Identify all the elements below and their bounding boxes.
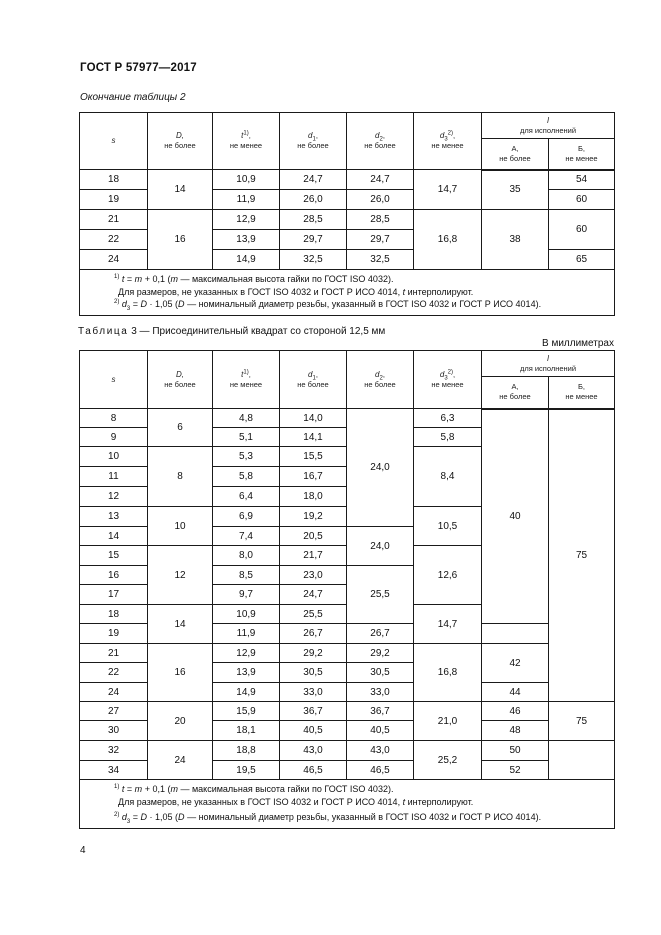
table-cell: 13,9 [213, 663, 280, 683]
header-D: D, не более [148, 351, 213, 409]
table-cell: 12 [148, 546, 213, 605]
table-cell: 36,7 [347, 702, 414, 721]
table-cell: 12 [80, 487, 148, 507]
header-D: D, не более [148, 113, 213, 170]
table-3 [79, 350, 615, 829]
table-cell: 5,8 [414, 428, 482, 447]
header-t: $t^{1)}$, не менее [213, 113, 280, 170]
document-title: ГОСТ Р 57977—2017 [80, 62, 197, 74]
table-cell: 60 [549, 210, 615, 250]
table-cell: 5,8 [213, 467, 280, 487]
table-cell: 16,7 [280, 467, 347, 487]
header-l: l для исполнений [482, 113, 615, 139]
table-cell: 14,9 [213, 250, 280, 270]
table-cell: 24 [80, 683, 148, 702]
table-cell: 25,5 [347, 566, 414, 624]
table-cell: 24 [80, 250, 148, 270]
table-cell: 26,0 [347, 190, 414, 210]
table-cell: 19 [80, 624, 148, 644]
table-cell: 30 [80, 721, 148, 741]
table-cell: 75 [549, 702, 615, 741]
table-cell: 10,5 [414, 507, 482, 546]
table-cell: 29,7 [347, 230, 414, 250]
header-d1: $d_1$, не более [280, 113, 347, 170]
table-cell: 15 [80, 546, 148, 566]
table-cell: 12,9 [213, 210, 280, 230]
table-cell: 24,7 [280, 170, 347, 190]
table-cell: 32 [80, 741, 148, 761]
table-cell: 52 [482, 761, 549, 780]
header-A: А, не более [482, 377, 549, 409]
table-cell: 42 [482, 644, 549, 683]
table-cell: 15,5 [280, 447, 347, 467]
table-cell: 14,9 [213, 683, 280, 702]
table-cell: 10 [80, 447, 148, 467]
table-cell: 18,1 [213, 721, 280, 741]
header-t: $t^{1)}$, не менее [213, 351, 280, 409]
table-cell: 6 [148, 409, 213, 447]
table-cell: 24,0 [347, 409, 414, 527]
table-cell: 35 [482, 170, 549, 210]
table-cell: 20 [148, 702, 213, 741]
table-cell: 29,2 [347, 644, 414, 663]
table-cell: 33,0 [280, 683, 347, 702]
table-cell: 38 [482, 210, 549, 270]
table-cell: 14 [80, 527, 148, 546]
table-cell: 5,3 [213, 447, 280, 467]
table-cell [549, 741, 615, 780]
table-cell: 26,7 [347, 624, 414, 644]
footnote-1: $^{1)}$ t = m + 0,1 (m — максимальная высота гайки по ГОСТ ISO 4032). [114, 784, 394, 794]
table-cell: 24,0 [347, 527, 414, 566]
table-cell: 17 [80, 585, 148, 605]
table-cell: 19,5 [213, 761, 280, 780]
table-cell: 46,5 [280, 761, 347, 780]
header-d2: $d_2$, не более [347, 351, 414, 409]
table-cell: 50 [482, 741, 549, 761]
table-cell: 7,4 [213, 527, 280, 546]
table-cell: 8,0 [213, 546, 280, 566]
table-cell: 75 [549, 409, 615, 702]
table-2 [79, 112, 615, 316]
header-B: Б, не менее [549, 139, 615, 170]
table-cell: 23,0 [280, 566, 347, 585]
table-cell: 16,8 [414, 210, 482, 270]
footnote-2: $^{2)}$ $d_3 = D \cdot 1,05$ (D — номинальный диаметр резьбы, указанный в ГОСТ ISO 4032 и ГОСТ Р ИСО 4014). [114, 812, 542, 825]
table-cell: 10,9 [213, 170, 280, 190]
table-cell: 14 [148, 605, 213, 644]
table-cell: 11,9 [213, 190, 280, 210]
header-B: Б, не менее [549, 377, 615, 409]
table-cell: 54 [549, 170, 615, 190]
table-cell: 14,1 [280, 428, 347, 447]
table-cell: 32,5 [347, 250, 414, 270]
table-cell: 14,0 [280, 409, 347, 428]
table-cell: 16 [80, 566, 148, 585]
table-cell: 14,7 [414, 170, 482, 210]
table-cell: 40,5 [347, 721, 414, 741]
table-cell: 22 [80, 663, 148, 683]
table-3-caption: Таблица 3 — Присоединительный квадрат со стороной 12,5 мм [78, 326, 386, 337]
table-cell: 40 [482, 409, 549, 624]
footnote-1-line-2: Для размеров, не указанных в ГОСТ ISO 4032 и ГОСТ Р ИСО 4014, t интерполируют. [118, 796, 474, 807]
footnote-2: $^{2)}$ $d_3 = D \cdot 1,05$ (D — номинальный диаметр резьбы, указанный в ГОСТ ISO 4032 и ГОСТ Р ИСО 4014). [114, 299, 542, 312]
table-cell: 44 [482, 683, 549, 702]
header-d3: $d_3^{2)}$, не менее [414, 113, 482, 170]
table-cell: 65 [549, 250, 615, 270]
table-cell: 20,5 [280, 527, 347, 546]
header-d3: $d_3^{2)}$, не менее [414, 351, 482, 409]
table-cell: 26,7 [280, 624, 347, 644]
table-cell: 9,7 [213, 585, 280, 605]
header-A: А, не более [482, 139, 549, 170]
table-cell: 18,0 [280, 487, 347, 507]
table-cell: 21 [80, 644, 148, 663]
footnote-1: $^{1)}$ t = m + 0,1 (m — максимальная высота гайки по ГОСТ ISO 4032). [114, 274, 394, 284]
table-cell: 43,0 [347, 741, 414, 761]
table-cell: 46 [482, 702, 549, 721]
header-d1: $d_1$, не более [280, 351, 347, 409]
table-cell: 46,5 [347, 761, 414, 780]
header-l: l для исполнений [482, 351, 615, 377]
table-cell: 43,0 [280, 741, 347, 761]
units-label: В миллиметрах [542, 338, 614, 349]
table-cell: 18 [80, 170, 148, 190]
table-cell: 29,2 [280, 644, 347, 663]
table-cell: 18,8 [213, 741, 280, 761]
continuation-caption: Окончание таблицы 2 [80, 92, 186, 103]
table-cell: 9 [80, 428, 148, 447]
table-3-footnotes [80, 780, 615, 829]
table-cell: 16 [148, 644, 213, 702]
table-cell: 8 [80, 409, 148, 428]
table-cell: 18 [80, 605, 148, 624]
table-cell: 28,5 [347, 210, 414, 230]
table-cell: 24,7 [280, 585, 347, 605]
table-cell: 24,7 [347, 170, 414, 190]
table-cell: 12,6 [414, 546, 482, 605]
table-cell: 8,4 [414, 447, 482, 507]
table-cell: 8 [148, 447, 213, 507]
table-cell: 6,9 [213, 507, 280, 527]
table-cell: 14,7 [414, 605, 482, 644]
table-cell: 34 [80, 761, 148, 780]
table-cell: 6,4 [213, 487, 280, 507]
table-cell: 19,2 [280, 507, 347, 527]
header-d2: $d_2$, не более [347, 113, 414, 170]
page-number: 4 [80, 845, 86, 856]
table-cell: 12,9 [213, 644, 280, 663]
table-cell: 10,9 [213, 605, 280, 624]
table-cell: 13 [80, 507, 148, 527]
table-cell: 30,5 [347, 663, 414, 683]
table-cell: 4,8 [213, 409, 280, 428]
table-cell: 21,0 [414, 702, 482, 741]
table-cell: 21,7 [280, 546, 347, 566]
table-cell: 48 [482, 721, 549, 741]
table-cell: 28,5 [280, 210, 347, 230]
table-cell: 30,5 [280, 663, 347, 683]
header-s: s [80, 351, 148, 409]
table-cell: 11,9 [213, 624, 280, 644]
table-cell: 27 [80, 702, 148, 721]
table-2-footnotes [80, 270, 615, 316]
table-cell: 13,9 [213, 230, 280, 250]
table-cell: 5,1 [213, 428, 280, 447]
table-cell: 10 [148, 507, 213, 546]
table-cell: 36,7 [280, 702, 347, 721]
table-cell: 19 [80, 190, 148, 210]
table-cell: 25,2 [414, 741, 482, 780]
table-cell: 33,0 [347, 683, 414, 702]
table-cell: 26,0 [280, 190, 347, 210]
table-cell: 14 [148, 170, 213, 210]
table-cell: 22 [80, 230, 148, 250]
table-cell: 21 [80, 210, 148, 230]
header-s: s [80, 113, 148, 170]
table-cell: 8,5 [213, 566, 280, 585]
table-cell: 11 [80, 467, 148, 487]
table-cell: 29,7 [280, 230, 347, 250]
table-cell: 40,5 [280, 721, 347, 741]
table-cell: 60 [549, 190, 615, 210]
table-cell: 16,8 [414, 644, 482, 702]
table-cell: 16 [148, 210, 213, 270]
table-cell: 24 [148, 741, 213, 780]
footnote-1-line-2: Для размеров, не указанных в ГОСТ ISO 4032 и ГОСТ Р ИСО 4014, t интерполируют. [118, 286, 474, 297]
table-cell: 6,3 [414, 409, 482, 428]
table-cell: 32,5 [280, 250, 347, 270]
table-cell: 25,5 [280, 605, 347, 624]
table-cell: 15,9 [213, 702, 280, 721]
